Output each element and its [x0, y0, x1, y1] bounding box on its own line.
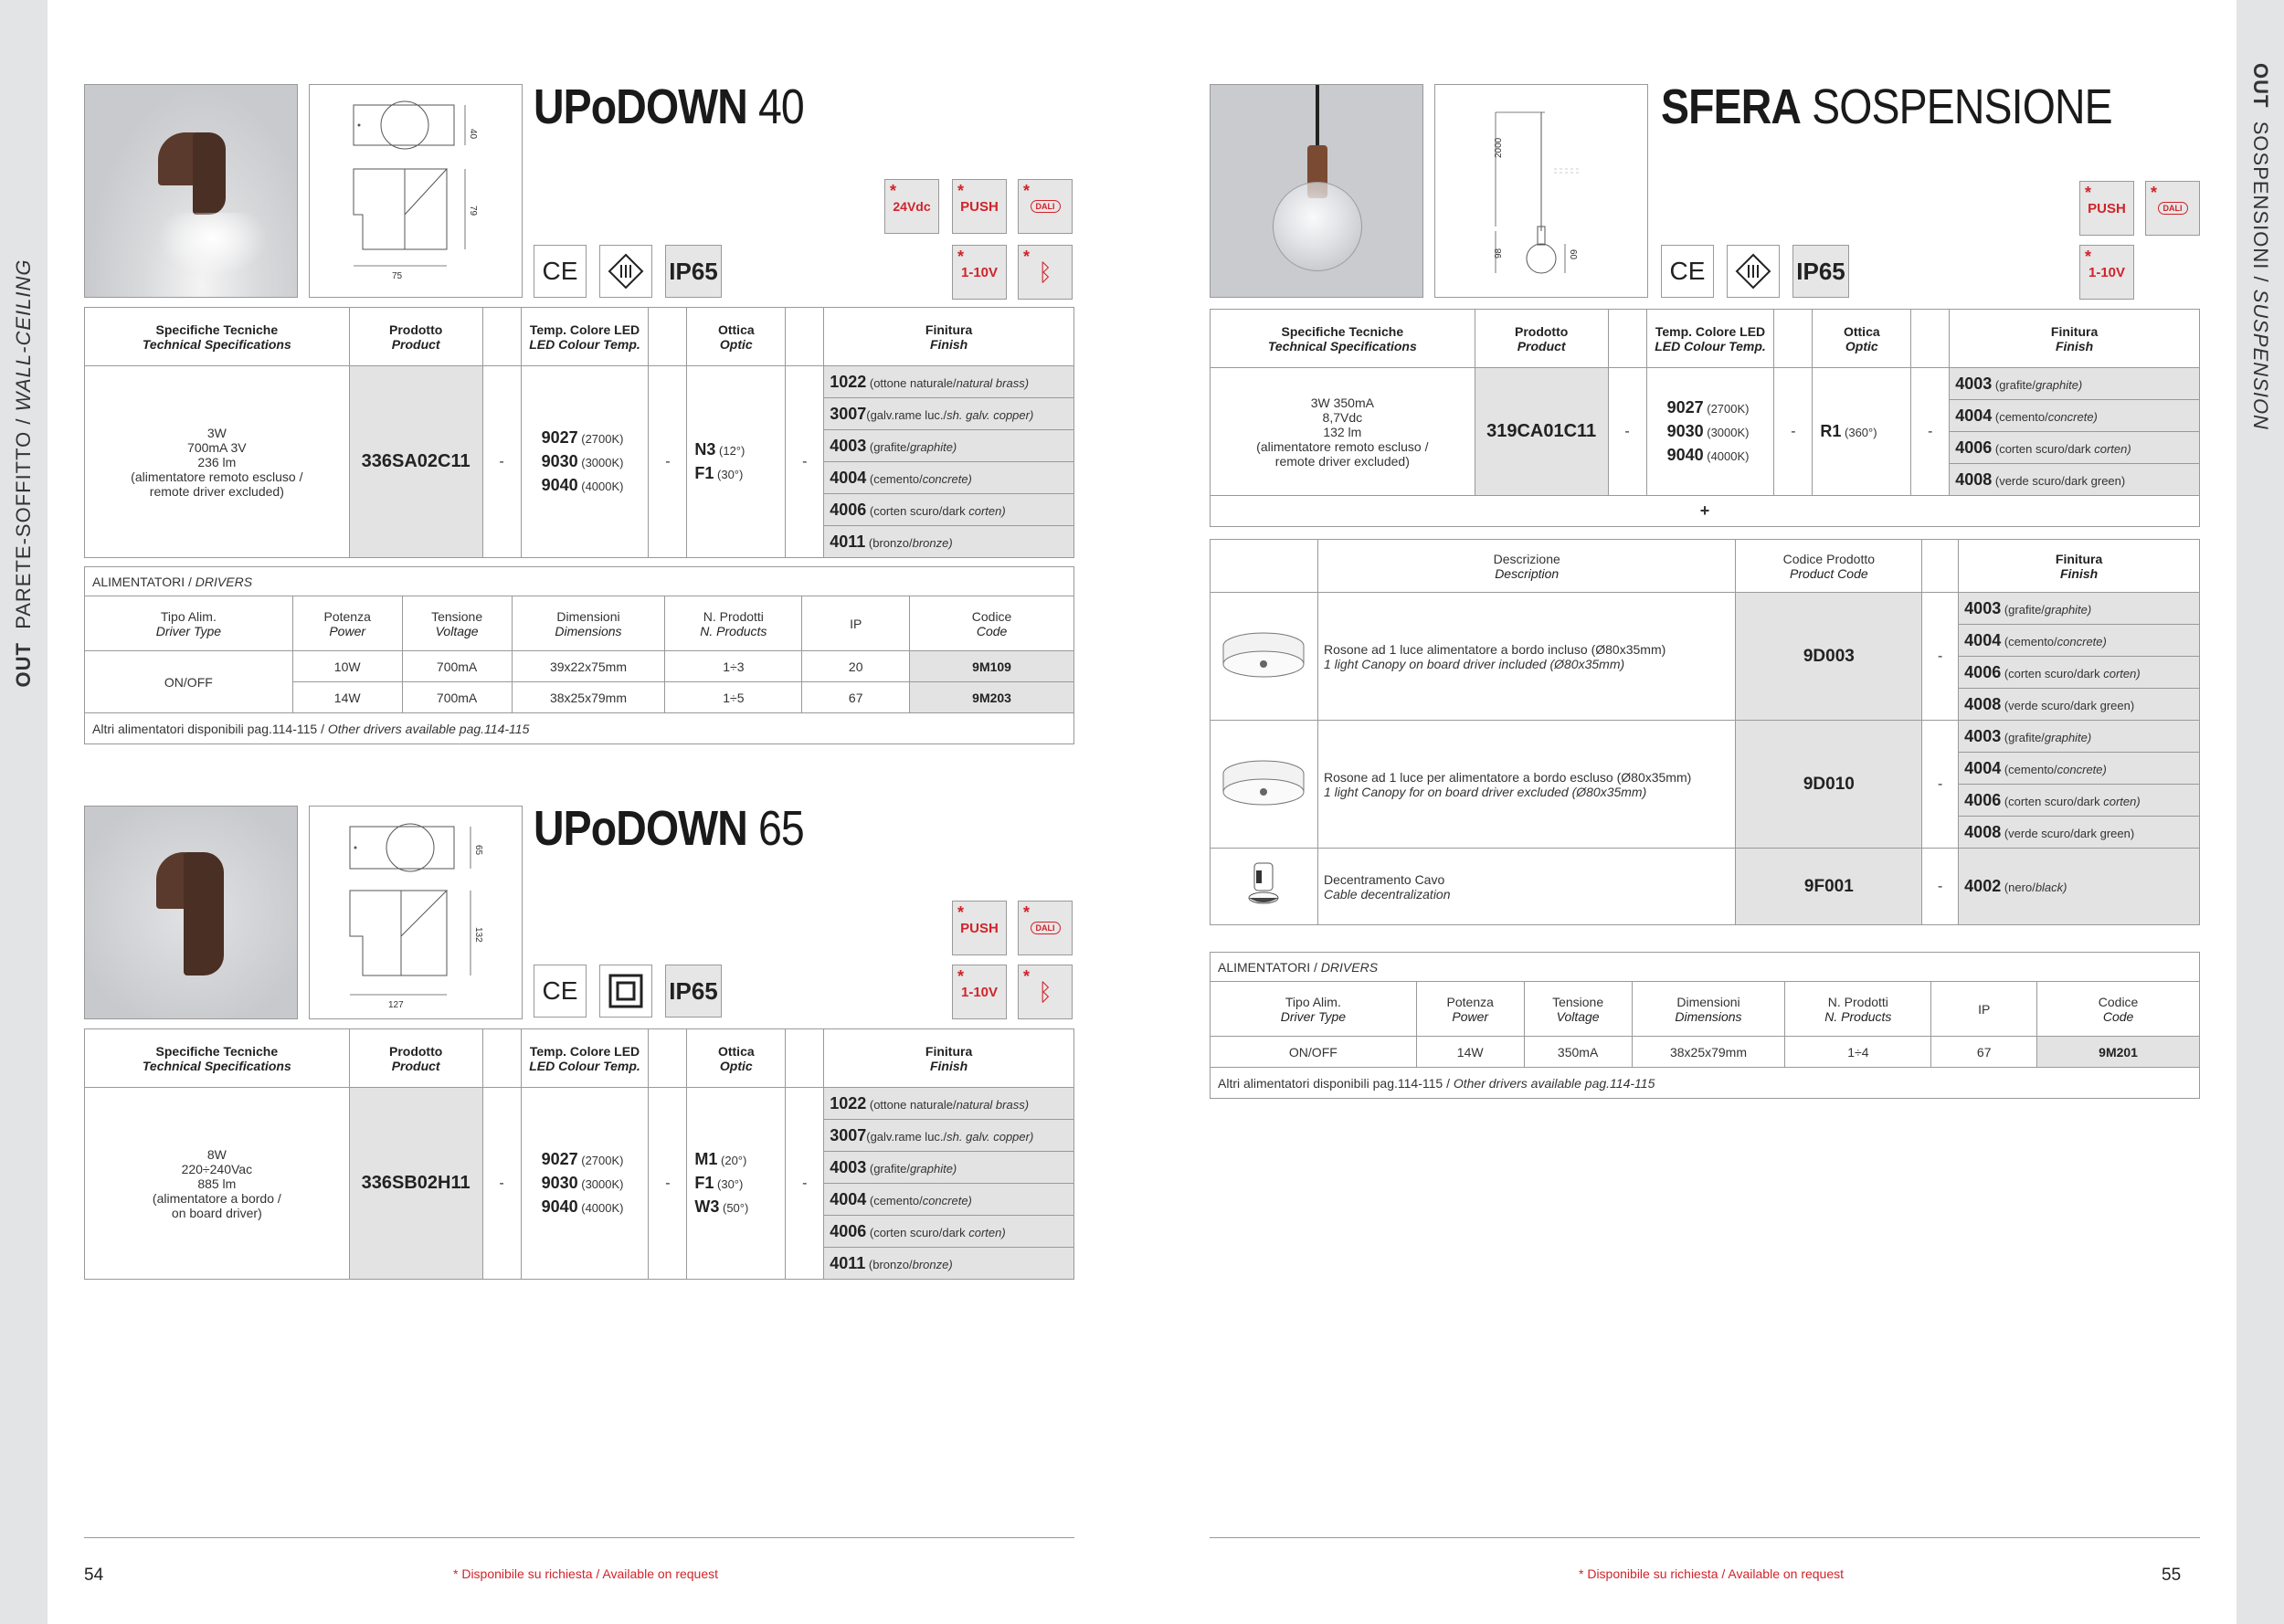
badge-dali: * DALI	[1018, 901, 1073, 955]
dim-side: 132	[473, 927, 483, 943]
finish-row: 4004 (cemento/concrete)	[1950, 400, 2200, 432]
header-finish: Finitura Finish	[824, 308, 1074, 366]
header-temp: Temp. Colore LED LED Colour Temp.	[521, 308, 649, 366]
spec-description: 3W 700mA 3V 236 lm (alimentatore remoto escluso / remote driver excluded)	[85, 366, 350, 558]
badge-push: * PUSH	[2079, 181, 2134, 236]
page-number: 54	[84, 1566, 104, 1585]
optic-list: R1 (360°)	[1813, 368, 1911, 496]
dim-width: 60	[1568, 249, 1578, 260]
badge-dali: * DALI	[1018, 179, 1073, 234]
footer-divider	[84, 1537, 1074, 1538]
spec-description: 3W 350mA 8,7Vdc 132 lm (alimentatore remoto escluso / remote driver excluded)	[1211, 368, 1475, 496]
finish-row: 3007(galv.rame luc./sh. galv. copper)	[824, 398, 1074, 430]
finish-row: 4011 (bronzo/bronze)	[824, 1248, 1074, 1280]
finish-row: 4004 (cemento/concrete)	[1959, 625, 2200, 657]
side-strip	[2236, 0, 2284, 1624]
finish-row: 4008 (verde scuro/dark green)	[1959, 689, 2200, 721]
technical-drawing	[309, 806, 523, 1019]
dim-width: 75	[392, 271, 403, 281]
drivers-table: ALIMENTATORI / DRIVERS Tipo Alim. Driver Type Potenza Power Tensione Voltage Dimensioni Dimensions N. Prodotti N. Products IP Codice Code ON/OFF 14W 350mA 38x25x79mm 1÷4 67 9M201 Altri alimentatori disponibili pag.114-115 / Other drivers available pag.114-115	[1210, 952, 2200, 1099]
drivers-table: ALIMENTATORI / DRIVERS Tipo Alim. Driver Type Potenza Power Tensione Voltage Dimensioni Dimensions N. Prodotti N. Products IP Codice Code ON/OFF 10W 700mA 39x22x75mm 1÷3 20 9M109 14W 700mA 38x25x79mm 1÷5 67 9M203 Altri alimentatori disponibili pag.114-115 / Other drivers available pag.114-115	[84, 566, 1074, 744]
spec-table: Specifiche Tecniche Technical Specifications Prodotto Product Temp. Colore LED LED Colour Temp. Ottica Optic Finitura Finish 8W 220÷240Vac 885 lm (alimentatore a bordo / on board driver) 336SB02H11 - 9027 (2700K) 9030 (3000K) 9040 (4000K) - M1 (20°) F1 (30°) W3 (50°) - 1022 (ottone naturale/natural brass) 3007(galv.rame luc./sh. galv. copper) 4003 (grafite/graphite) 4004 (cemento/concrete) 4006 (corten scuro/dark corten) 4011 (bronzo/bronze)	[84, 1028, 1074, 1280]
header-optic: Ottica Optic	[687, 308, 786, 366]
footer-divider	[1210, 1537, 2200, 1538]
side-category-label: OUT SOSPENSIONI / SUSPENSION	[2249, 63, 2272, 430]
class-ii-icon	[599, 965, 652, 1018]
bluetooth-icon: * ᛒ	[1018, 245, 1073, 300]
drivers-title: ALIMENTATORI / DRIVERS	[85, 567, 1074, 596]
finish-row: 4011 (bronzo/bronze)	[824, 526, 1074, 558]
side-category-label: OUT PARETE-SOFFITTO / WALL-CEILING	[12, 258, 35, 688]
ip65-badge: IP65	[665, 965, 722, 1018]
cable-decentralization-image	[1211, 849, 1318, 925]
ce-mark-icon: CE	[534, 965, 587, 1018]
finish-row: 4006 (corten scuro/dark corten)	[1959, 785, 2200, 817]
canopy-image	[1211, 593, 1318, 721]
badge-1-10v: * 1-10V	[952, 245, 1007, 300]
product-code: 336SA02C11	[349, 366, 482, 558]
dim-width: 127	[388, 1000, 404, 1010]
footnote: * Disponibile su richiesta / Available on request	[1579, 1566, 1845, 1581]
drivers-title: ALIMENTATORI / DRIVERS	[1211, 953, 2200, 982]
table-row: 14W 700mA 38x25x79mm 1÷5 67 9M203	[85, 682, 1074, 713]
badge-1-10v: * 1-10V	[952, 965, 1007, 1019]
accessories-table: Descrizione Description Codice Prodotto Product Code Finitura Finish Rosone ad 1 luce alimentatore a bordo incluso (Ø80x35mm) 1 light Canopy on board driver included (Ø80x35mm) 9D003 - 4003 (grafite/graphite) 4004 (cemento/concrete) 4006 (corten scuro/dark corten) 4008 (verde scuro/dark green) Rosone ad 1 luce per alimentatore a bordo escluso (Ø80x35mm) 1 light Canopy for on board driver excluded (Ø80x35mm) 9D010 - 4003 (grafite/graphite) 4004 (cemento/concrete) 4006 (corten scuro/dark corten) 4008 (verde scuro/dark green) Decentramento Cavo Cable decentralization 9F001 - 4002 (nero/black)	[1210, 539, 2200, 925]
temp-list: 9027 (2700K) 9030 (3000K) 9040 (4000K)	[1646, 368, 1774, 496]
bluetooth-icon: * ᛒ	[1018, 965, 1073, 1019]
spec-description: 8W 220÷240Vac 885 lm (alimentatore a bordo / on board driver)	[85, 1088, 350, 1280]
finish-row: 4003 (grafite/graphite)	[1950, 368, 2200, 400]
finish-row: 4004 (cemento/concrete)	[824, 462, 1074, 494]
badge-push: * PUSH	[952, 179, 1007, 234]
ce-mark-icon: CE	[1661, 245, 1714, 298]
finish-row: 1022 (ottone naturale/natural brass)	[824, 366, 1074, 398]
accessory-code: 9D003	[1736, 593, 1922, 721]
product-photo	[1210, 84, 1423, 298]
dim-height: 2000	[1494, 137, 1504, 158]
drivers-note: Altri alimentatori disponibili pag.114-115 / Other drivers available pag.114-115	[85, 713, 1074, 744]
accessory-code: 9F001	[1736, 849, 1922, 925]
header-product: Prodotto Product	[349, 308, 482, 366]
finish-row: 4006 (corten scuro/dark corten)	[1950, 432, 2200, 464]
badge-24vdc: * 24Vdc	[884, 179, 939, 234]
accessory-description: Rosone ad 1 luce alimentatore a bordo incluso (Ø80x35mm) 1 light Canopy on board driver included (Ø80x35mm)	[1317, 593, 1735, 721]
table-row: ON/OFF 14W 350mA 38x25x79mm 1÷4 67 9M201	[1211, 1037, 2200, 1068]
accessory-code: 9D010	[1736, 721, 1922, 849]
footnote: * Disponibile su richiesta / Available on request	[453, 1566, 719, 1581]
class-iii-icon	[599, 245, 652, 298]
page-number: 55	[2162, 1566, 2182, 1585]
right-page	[1142, 0, 2284, 1624]
side-strip	[0, 0, 48, 1624]
temp-list: 9027 (2700K) 9030 (3000K) 9040 (4000K)	[521, 366, 649, 558]
canopy-image	[1211, 721, 1318, 849]
finish-row: 4006 (corten scuro/dark corten)	[824, 494, 1074, 526]
product-code: 319CA01C11	[1475, 368, 1608, 496]
product-title: UPoDOWN 65	[534, 801, 804, 856]
product-photo	[84, 806, 298, 1019]
finish-row: 4008 (verde scuro/dark green)	[1950, 464, 2200, 496]
badge-1-10v: * 1-10V	[2079, 245, 2134, 300]
accessory-description: Decentramento Cavo Cable decentralization	[1317, 849, 1735, 925]
technical-drawing	[309, 84, 523, 298]
header-spec: Specifiche Tecniche Technical Specifications	[85, 308, 350, 366]
finish-row: 4003 (grafite/graphite)	[824, 430, 1074, 462]
dim-top: 40	[468, 129, 478, 140]
finish-row: 4006 (corten scuro/dark corten)	[824, 1216, 1074, 1248]
accessory-description: Rosone ad 1 luce per alimentatore a bordo escluso (Ø80x35mm) 1 light Canopy for on board driver excluded (Ø80x35mm)	[1317, 721, 1735, 849]
product-title: UPoDOWN 40	[534, 79, 804, 134]
finish-row: 4004 (cemento/concrete)	[1959, 753, 2200, 785]
product-photo	[84, 84, 298, 298]
table-row: ON/OFF 10W 700mA 39x22x75mm 1÷3 20 9M109	[85, 651, 1074, 682]
badge-dali: * DALI	[2145, 181, 2200, 236]
finish-row: 4003 (grafite/graphite)	[824, 1152, 1074, 1184]
optic-list: M1 (20°) F1 (30°) W3 (50°)	[687, 1088, 786, 1280]
finish-row: 4003 (grafite/graphite)	[1959, 593, 2200, 625]
finish-row: 4006 (corten scuro/dark corten)	[1959, 657, 2200, 689]
dim-top: 65	[473, 845, 483, 856]
temp-list: 9027 (2700K) 9030 (3000K) 9040 (4000K)	[521, 1088, 649, 1280]
ip65-badge: IP65	[1792, 245, 1849, 298]
technical-drawing	[1434, 84, 1648, 298]
drivers-note: Altri alimentatori disponibili pag.114-115 / Other drivers available pag.114-115	[1211, 1068, 2200, 1099]
product-title: SFERA SOSPENSIONE	[1661, 79, 2112, 134]
plus-separator: +	[1211, 496, 2200, 527]
product-code: 336SB02H11	[349, 1088, 482, 1280]
ce-mark-icon: CE	[534, 245, 587, 298]
class-iii-icon	[1727, 245, 1780, 298]
dim-side: 79	[468, 206, 478, 216]
finish-row: 3007(galv.rame luc./sh. galv. copper)	[824, 1120, 1074, 1152]
finish-row: 4003 (grafite/graphite)	[1959, 721, 2200, 753]
spec-table: Specifiche Tecniche Technical Specifications Prodotto Product Temp. Colore LED LED Colour Temp. Ottica Optic Finitura Finish 3W 350mA 8,7Vdc 132 lm (alimentatore remoto escluso / remote driver excluded) 319CA01C11 - 9027 (2700K) 9030 (3000K) 9040 (4000K) - R1 (360°) - 4003 (grafite/graphite) 4004 (cemento/concrete) 4006 (corten scuro/dark corten) 4008 (verde scuro/dark green) +	[1210, 309, 2200, 527]
dim-body: 98	[1494, 248, 1504, 258]
ip65-badge: IP65	[665, 245, 722, 298]
badge-push: * PUSH	[952, 901, 1007, 955]
finish-row: 1022 (ottone naturale/natural brass)	[824, 1088, 1074, 1120]
optic-list: N3 (12°) F1 (30°)	[687, 366, 786, 558]
finish-row: 4008 (verde scuro/dark green)	[1959, 817, 2200, 849]
spec-table: Specifiche Tecniche Technical Specifications Prodotto Product Temp. Colore LED LED Colour Temp. Ottica Optic Finitura Finish 3W 700mA 3V 236 lm (alimentatore remoto escluso / remote driver excluded) 336SA02C11 - 9027 (2700K) 9030 (3000K) 9040 (4000K) - N3 (12°) F1 (30°) - 1022 (ottone naturale/natural brass) 3007(galv.rame luc./sh. galv. copper) 4003 (grafite/graphite) 4004 (cemento/concrete) 4006 (corten scuro/dark corten) 4011 (bronzo/bronze)	[84, 307, 1074, 558]
finish-row: 4004 (cemento/concrete)	[824, 1184, 1074, 1216]
finish-row: 4002 (nero/black)	[1959, 849, 2200, 925]
